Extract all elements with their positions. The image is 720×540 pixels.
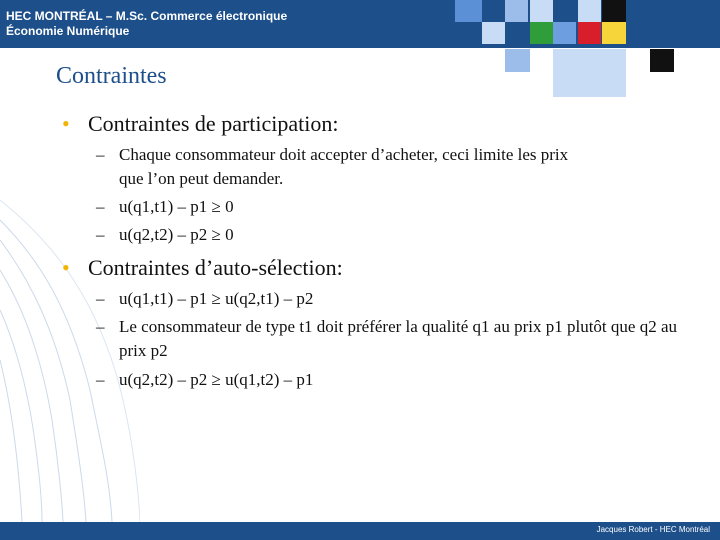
deco-square (505, 0, 528, 22)
dash-icon: – (96, 225, 105, 244)
slide-title: Contraintes (56, 63, 167, 89)
deco-square (602, 0, 626, 22)
header-line-1: HEC MONTRÉAL – M.Sc. Commerce électronique (6, 9, 288, 23)
deco-square (650, 49, 674, 72)
sub-bullet-text: u(q2,t2) – p2 ≥ 0 (119, 225, 234, 244)
sub-bullet-line: que l’on peut demander. (119, 169, 284, 188)
deco-square (578, 0, 601, 22)
deco-square (455, 0, 482, 22)
deco-square (482, 22, 505, 44)
footer-bar (0, 522, 720, 540)
footer-author: Jacques Robert - HEC Montréal (596, 525, 710, 534)
sub-bullet-text: Le consommateur de type t1 doit préférer la qualité q1 au prix p1 plutôt que q2 au prix p2 (119, 317, 677, 360)
bullet-text: Contraintes de participation: (88, 111, 339, 136)
bullet-text: Contraintes d’auto-sélection: (88, 255, 343, 280)
header-line-2: Économie Numérique (6, 24, 130, 38)
dash-icon: – (96, 317, 105, 336)
dash-icon: – (96, 289, 105, 308)
dash-icon: – (96, 370, 105, 389)
bullet-dot-icon: • (62, 111, 70, 136)
header-title (6, 9, 287, 39)
deco-square (602, 22, 626, 44)
dash-icon: – (96, 197, 105, 216)
sub-bullet-text: u(q1,t1) – p1 ≥ 0 (119, 197, 234, 216)
bullet-dot-icon: • (62, 255, 70, 280)
deco-square (553, 49, 626, 97)
deco-square (505, 49, 530, 72)
sub-bullet-text: u(q2,t2) – p2 ≥ u(q1,t2) – p1 (119, 370, 314, 389)
deco-square (530, 22, 553, 44)
sub-bullet-text: u(q1,t1) – p1 ≥ u(q2,t1) – p2 (119, 289, 314, 308)
deco-square (530, 0, 553, 22)
deco-square (553, 0, 576, 22)
dash-icon: – (96, 145, 105, 164)
deco-square (578, 22, 601, 44)
sub-bullet-text (119, 143, 679, 191)
deco-square (553, 22, 576, 44)
sub-bullet-line: Chaque consommateur doit accepter d’acheter, ceci limite les prix (119, 145, 569, 164)
